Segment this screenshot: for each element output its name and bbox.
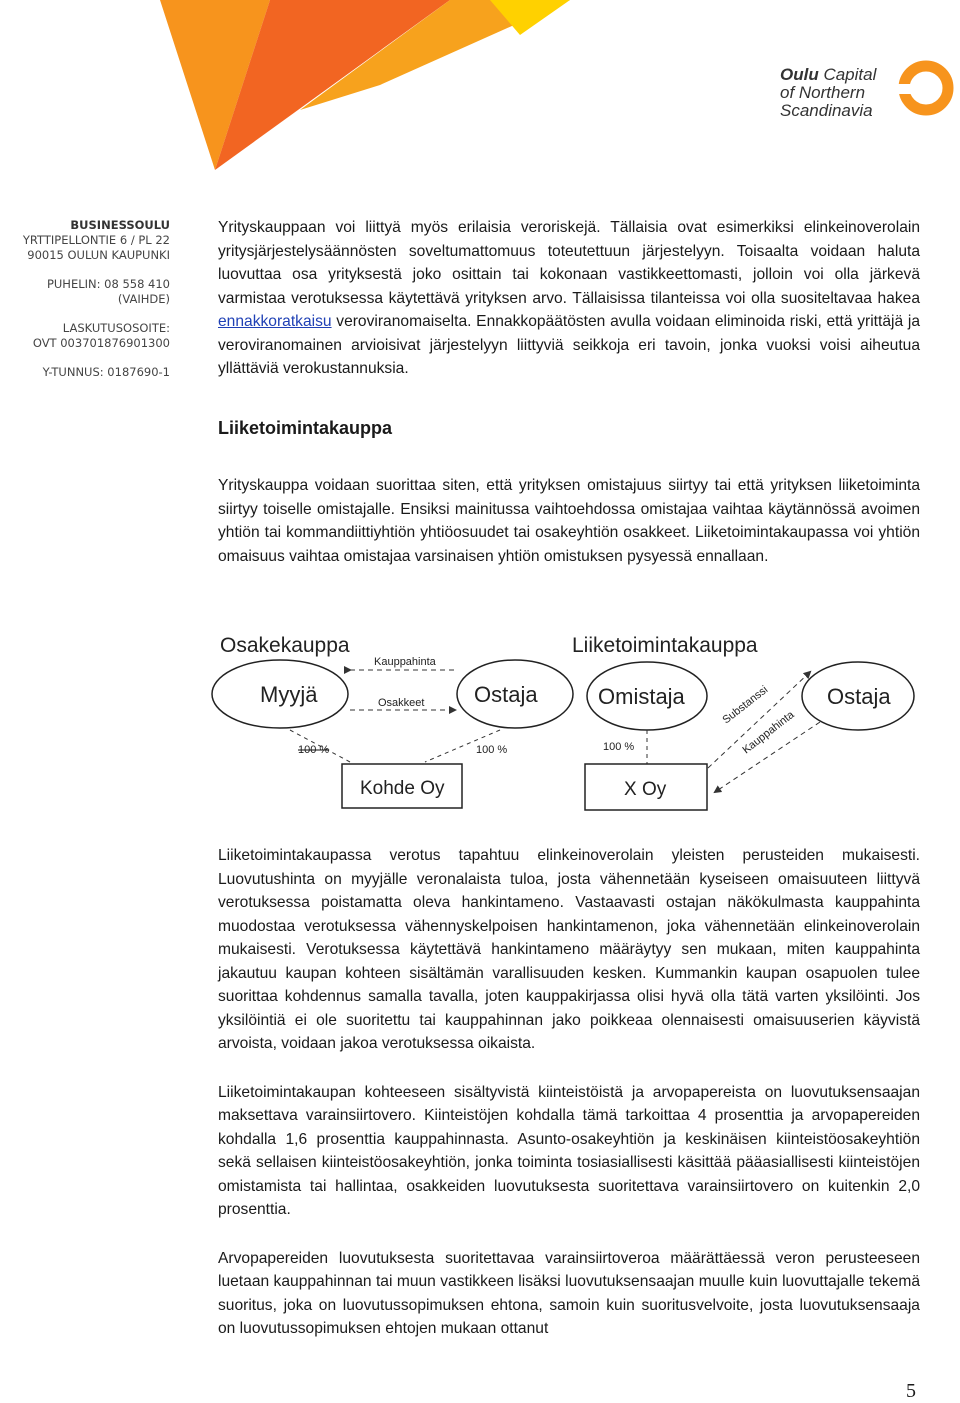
logo-word-oulu: Oulu — [780, 65, 819, 84]
paragraph-text: Yrityskauppaan voi liittyä myös erilaisia veroriskejä. Tällaisia ovat esimerkiksi elinkeinoverolain yritysjärjestelysäännösten soveltumattomuus toteutettuun järjestelyyn. Toisaalta voidaan haluta luovuttaa osa yrityksestä joko osittain tai kokonaan vastikkeettomasti, jolloin voi olla järkevä varmistaa verotuksessa käytettävä yrityksen arvo. Tällaisissa tilanteissa voi olla suositeltavaa hakea — [218, 219, 920, 307]
diagram-left-title: Osakekauppa — [220, 634, 350, 657]
main-content-continued — [218, 844, 920, 1341]
purchase-price2-label: Kauppahinta — [740, 708, 797, 757]
paragraph-text: veroviranomaiselta. Ennakkopäätösten avulla voidaan eliminoida riski, että yrittäjä ja veroviranomainen arvioisivat järjestelyyn liittyviä seikkoja eri tavoin, jonka vuoksi voisi aiheutua yllättäviä verokustannuksia. — [218, 313, 920, 377]
buyer-label: Ostaja — [474, 682, 538, 707]
billing-value: OVT 003701876901300 — [32, 336, 170, 350]
buyer2-label: Ostaja — [827, 684, 891, 709]
purchase-price-label: Kauppahinta — [374, 656, 436, 668]
logo-line-3: Scandinavia — [780, 101, 873, 120]
logo-word-capital: Capital — [823, 65, 877, 84]
pct-left: 100 % — [298, 744, 330, 756]
business-id: Y-TUNNUS: 0187690-1 — [42, 365, 170, 379]
shares-label: Osakkeet — [378, 697, 425, 709]
paragraph-transfer-tax: Liiketoimintakaupan kohteeseen sisältyvistä kiinteistöistä ja arvopapereista on luovutuksensaajan maksettava varainsiirtovero. Kiinteistöjen kohdalla tämä tarkoittaa 4 prosenttia ja arvopapereiden kohdalla 1,6 prosenttia kauppahinnasta. Asunto-osakeyhtiön ja keskinäisen kiinteistöosakeyhtiön sekä sellaisen kiinteistöosakeyhtiön, jonka toiminta tosiasiallisesti käsittää pääasiallisesti kiinteistöjen omistamista tai hallintaa, osakkeiden luovutuksesta suoritettava varainsiirtovero on kuitenkin 2,0 prosenttia. — [218, 1083, 920, 1218]
paragraph-taxation: Liiketoimintakaupassa verotus tapahtuu elinkeinoverolain yleisten perusteiden mukaisesti. Luovutushinta on myyjälle veronalaista tuloa, josta vähennetään kyseiseen omaisuuteen liittyvä verotuksessa poistamatta oleva hankintameno. Vastaavasti ostajan näkökulmasta kauppahinta muodostaa verotuksessa vähennyskelpoisen hankintamenon, joka vähennetään elinkeinoverolain mukaisesti. Verotuksessa käytettävä hankintameno määräytyy sen mukaan, miten kauppahinta jakautuu kaupan kohteen sisältämän varallisuuden kesken. Kummankin kaupan osapuolen tulee suorittaa kohdennus samalla tavalla, joten kauppakirjassa olisi hyvä olla tätä varten yksilöinti. Jos yksilöintiä ei ole suoritettu tai kauppahinnan jako poikkeaa olennaisesti omaisuuserien käyvistä arvoista, voidaan jakoa verotuksessa oikaista. — [218, 847, 920, 1052]
advance-ruling-link[interactable]: ennakkoratkaisu — [218, 313, 332, 330]
paragraph-securities: Arvopapereiden luovutuksesta suoritettavaa varainsiirtoveroa määrättäessä veron perusteeseen luetaan kauppahinnan tai muun vastikkeen lisäksi luovutuksensaajan muulle kuin luovuttajalle tekemä suoritus, joka on luovutussopimuksen ehtona, samoin kuin suoritusvelvoite, josta luovutuksensaaja on luovutussopimuksen ehtojen mukaan ottanut — [218, 1249, 920, 1337]
main-content — [218, 216, 920, 568]
target-company-label: Kohde Oy — [360, 778, 445, 799]
owner-label: Omistaja — [598, 684, 685, 709]
paragraph-business-sale: Yrityskauppa voidaan suorittaa siten, että yrityksen omistajuus siirtyy tai että yrityksen liiketoiminta siirtyy toiselle omistajalle. Ensiksi mainitussa vaihtoehdossa omistajaa vaihtaa käytännössä avoimen yhtiön tai kommandiittiyhtiön yhtiöosuudet tai osakeyhtiön osakkeet. Liiketoimintakaupassa voi yhtiön omaisuus vaihtaa omistajaa varsinaisen yhtiön omistuksen pysyessä ennallaan. — [218, 477, 920, 565]
pct-owner: 100 % — [603, 741, 635, 753]
section-heading: Liiketoimintakauppa — [218, 417, 393, 438]
substance-label: Substanssi — [720, 683, 771, 727]
ownership-diagram — [210, 628, 950, 818]
contact-sidebar — [0, 218, 170, 380]
phone: PUHELIN: 08 558 410 (VAIHDE) — [46, 277, 170, 306]
logo-ring-icon — [898, 60, 954, 116]
address-line-2: 90015 OULUN KAUPUNKI — [27, 248, 170, 262]
page-number: 5 — [906, 1380, 916, 1402]
address-line-1: YRTTIPELLONTIE 6 / PL 22 — [22, 233, 170, 247]
seller-label: Myyjä — [260, 682, 318, 707]
company-label: X Oy — [624, 779, 667, 800]
logo-line-2: of Northern — [780, 83, 866, 102]
paragraph-tax-risks — [218, 216, 920, 381]
pct-right: 100 % — [476, 744, 508, 756]
oulu-logo — [780, 60, 960, 130]
billing-label: LASKUTUSOSOITE: — [62, 321, 170, 335]
org-name: BUSINESSOULU — [70, 218, 170, 232]
diagram-right-title: Liiketoimintakauppa — [572, 634, 758, 657]
